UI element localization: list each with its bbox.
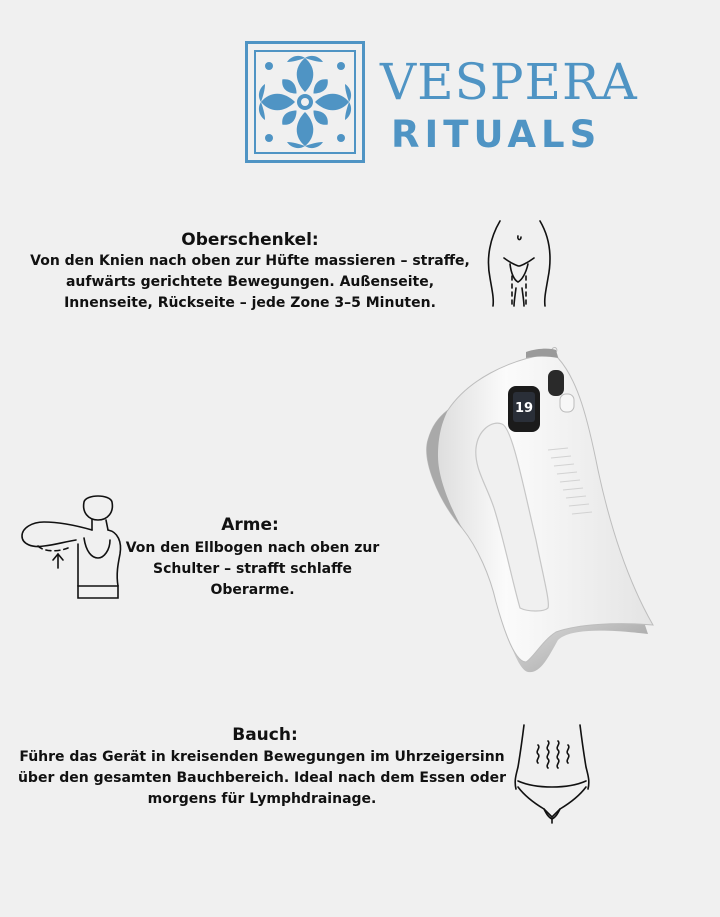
section-text-belly: Führe das Gerät in kreisenden Bewegungen im Uhrzeigersinn über den gesamten Bauchbereich. Ideal nach dem Essen oder morgens für Lymphdrainage. (17, 749, 507, 807)
brand-subtitle: RITUALS (391, 113, 602, 156)
section-title-arms: Arme: (221, 515, 279, 535)
belly-icon (512, 723, 592, 825)
section-title-thighs: Oberschenkel: (181, 230, 319, 250)
thighs-icon (484, 218, 554, 308)
brand-logo-mark (245, 41, 365, 163)
ornamental-tile-icon (245, 41, 365, 163)
upper-arm-icon (18, 492, 126, 602)
massage-device-image (408, 340, 668, 680)
device-display-value: 19 (514, 401, 534, 416)
section-title-belly: Bauch: (232, 725, 298, 745)
brand-name: VESPERA (380, 53, 638, 111)
section-text-arms: Von den Ellbogen nach oben zur Schulter – strafft schlaffe Oberarme. (125, 540, 380, 598)
section-text-thighs: Von den Knien nach oben zur Hüfte massieren – straffe, aufwärts gerichtete Bewegungen. Außenseite, Innenseite, Rückseite – jede Zone 3–5 Minuten. (30, 253, 470, 311)
